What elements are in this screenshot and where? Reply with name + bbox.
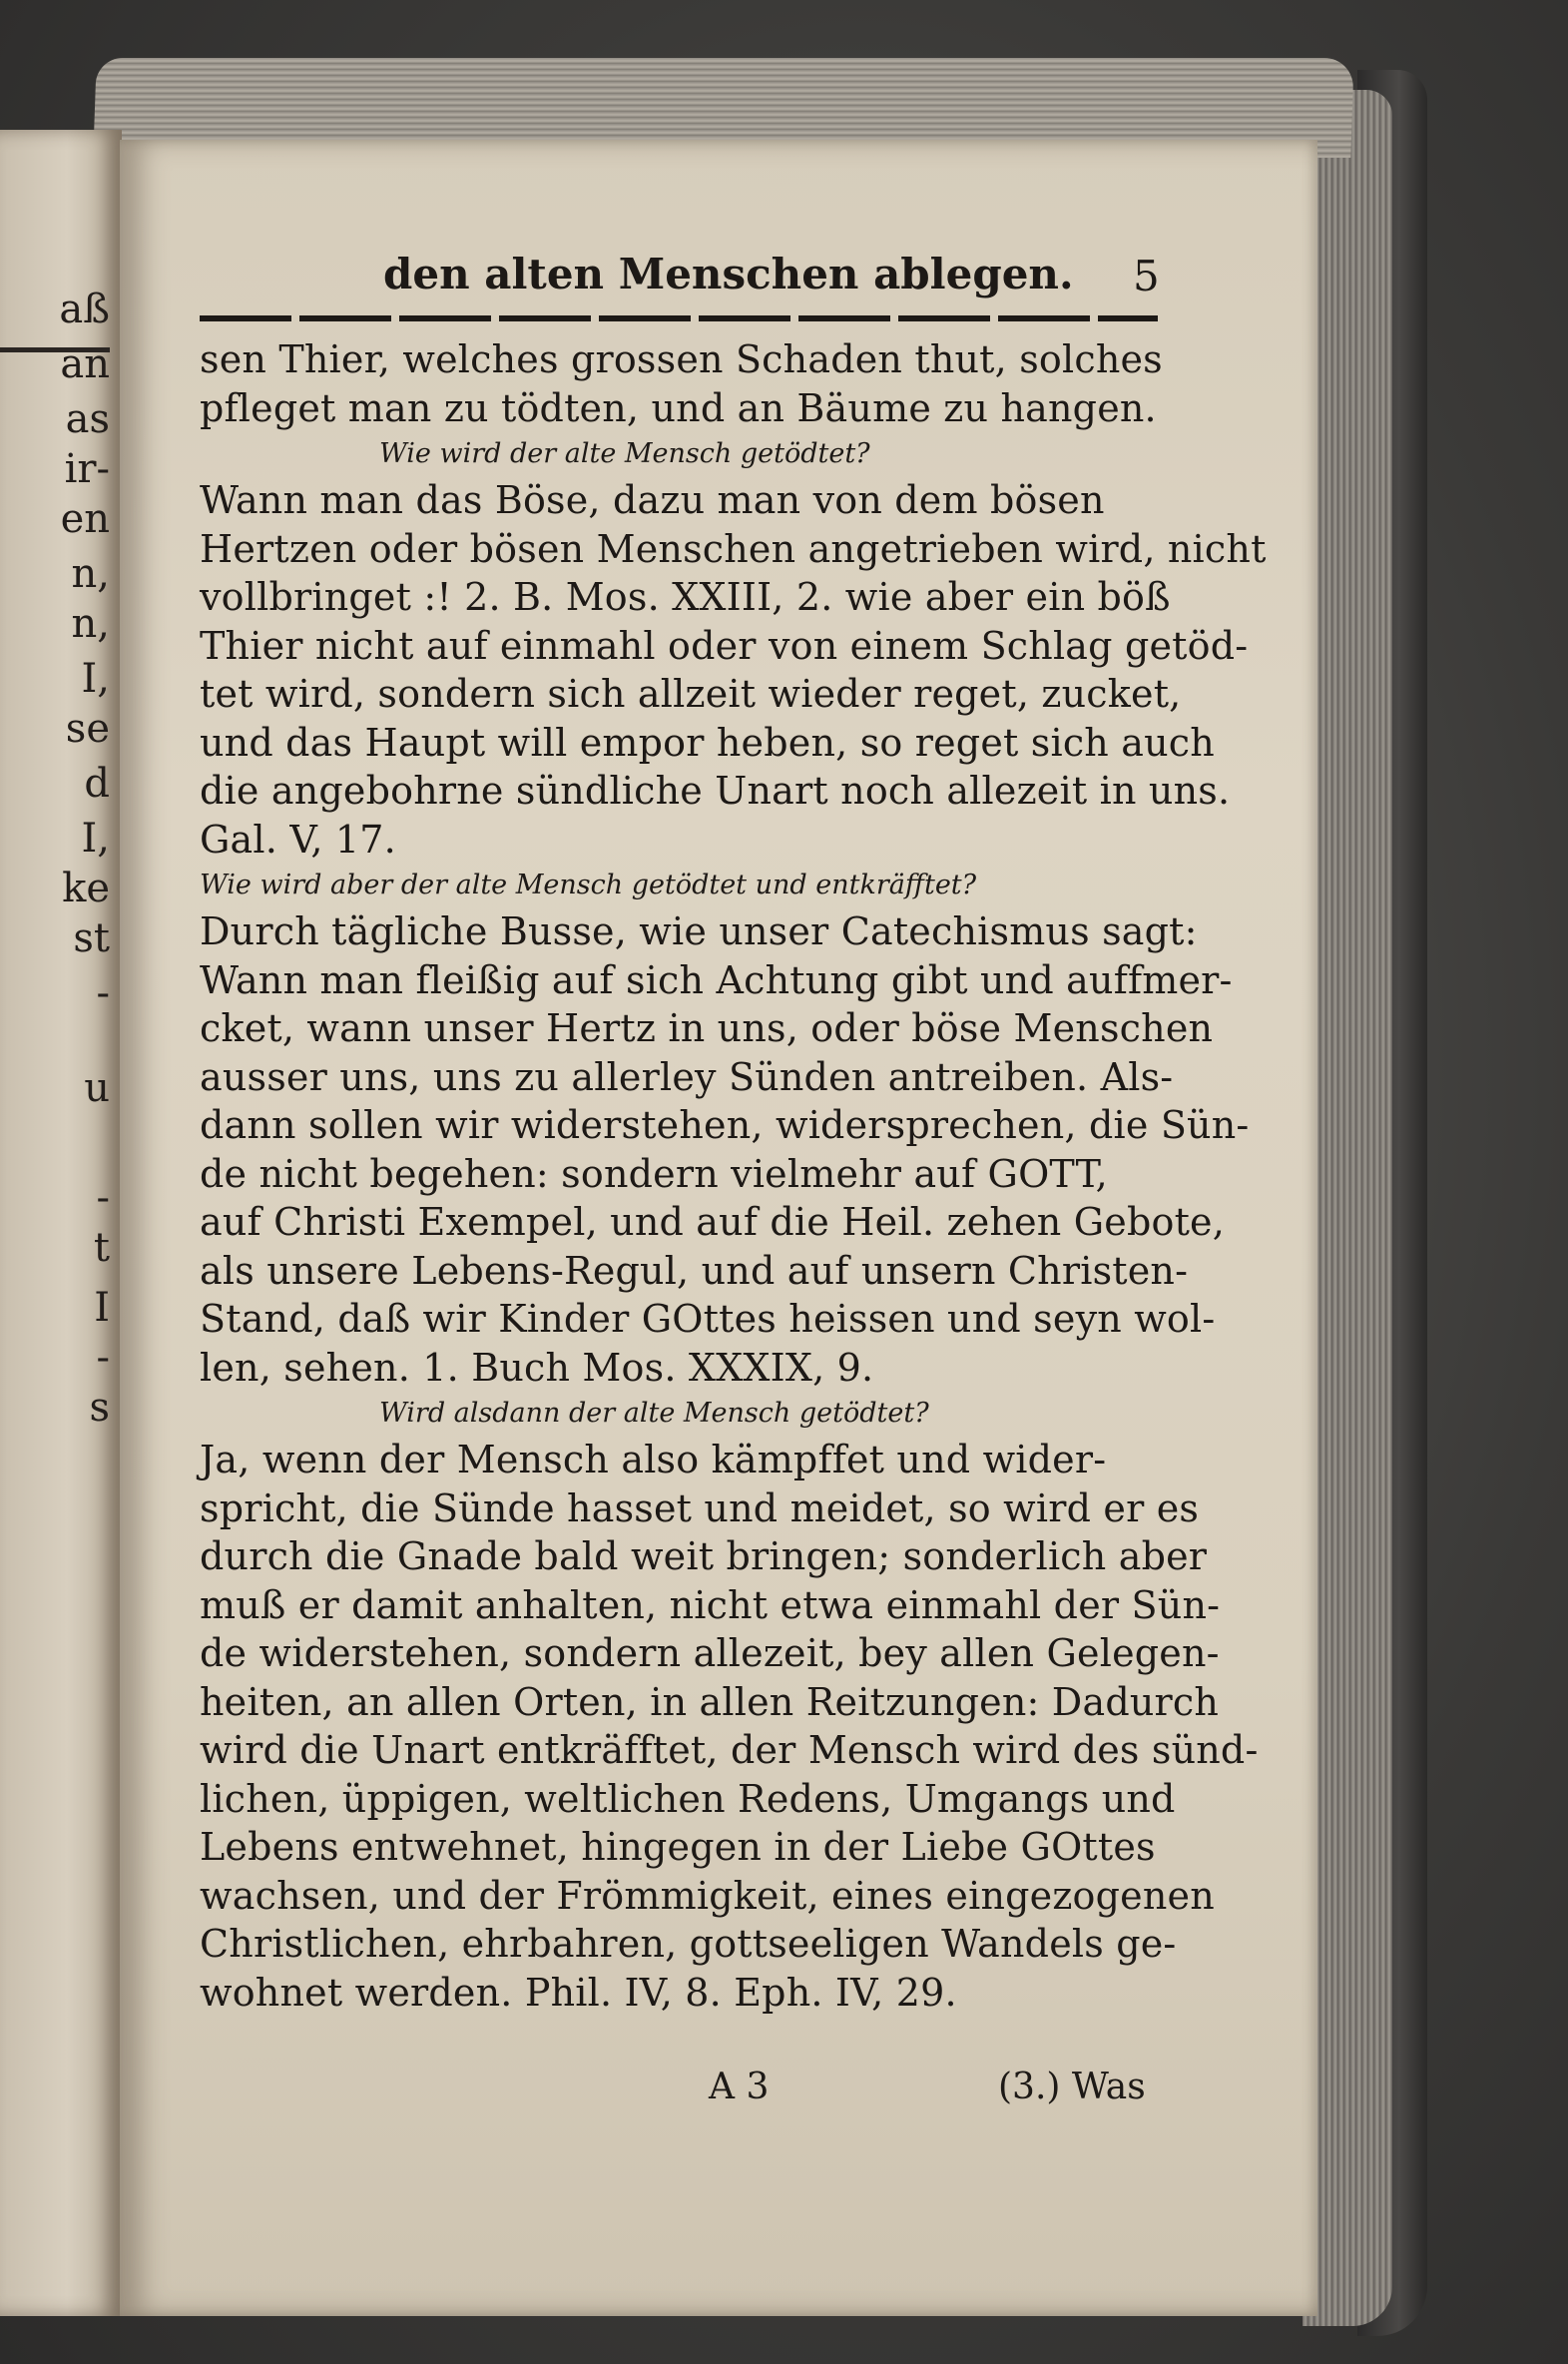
text-line: Wann man das Böse, dazu man von dem bösen [200,478,1105,522]
text-line: Hertzen oder bösen Menschen angetrieben wird, nicht [200,526,1267,571]
header-rule [200,315,1158,321]
previous-page-fragment: ir- [64,446,110,492]
previous-page-fragment: - [96,1175,110,1221]
text-line: Lebens entwehnet, hingegen in der Liebe GOttes [200,1825,1156,1869]
text-line: Thier nicht auf einmahl oder von einem Schlag getöd- [200,623,1249,668]
text-line: wird die Unart entkräfftet, der Mensch wird des sünd- [200,1728,1259,1772]
previous-page-fragment: s [89,1385,110,1431]
text-line: de nicht begehen: sondern vielmehr auf GOTT, [200,1151,1108,1196]
text-line: cket, wann unser Hertz in uns, oder böse Menschen [200,1006,1214,1050]
text-line: lichen, üppigen, weltlichen Redens, Umgangs und [200,1776,1176,1821]
catchword: (3.) Was [998,2067,1146,2107]
text-line: Ja, wenn der Mensch also kämpffet und wider- [200,1438,1107,1481]
text-line: heiten, an allen Orten, in allen Reitzungen: Dadurch [200,1679,1220,1724]
previous-page-fragment: st [73,915,110,961]
text-line: spricht, die Sünde hasset und meidet, so wird er es [200,1485,1200,1530]
question-heading: Wird alsdann der alte Mensch getödtet? [379,1398,929,1429]
text-line: Wann man fleißig auf sich Achtung gibt und auffmer- [200,957,1233,1002]
text-line: wachsen, und der Frömmigkeit, eines eingezogenen [200,1873,1215,1918]
previous-page-fragment: - [96,970,110,1016]
text-line: auf Christi Exempel, und auf die Heil. zehen Gebote, [200,1200,1226,1244]
running-title: den alten Menschen ablegen. [383,250,1074,298]
previous-page-fragment: I [94,1285,110,1331]
text-line: pfleget man zu tödten, und an Bäume zu hangen. [200,385,1157,430]
text-line: tet wird, sondern sich allzeit wieder reget, zucket, [200,672,1182,716]
text-line: Stand, daß wir Kinder GOttes heissen und seyn wol- [200,1297,1216,1341]
previous-page-strip [0,130,122,2316]
text-line: vollbringet :! 2. B. Mos. XXIII, 2. wie aber ein böß [200,575,1171,619]
previous-page-fragment: ke [62,866,110,911]
signature-mark: A 3 [709,2067,770,2107]
text-line: len, sehen. 1. Buch Mos. XXXIX, 9. [200,1345,874,1390]
previous-page-fragment: n, [71,551,110,597]
text-line: die angebohrne sündliche Unart noch allezeit in uns. [200,769,1231,813]
previous-page-fragment: en [60,496,110,542]
text-line: de widerstehen, sondern allezeit, bey allen Gelegen- [200,1631,1220,1675]
text-line: sen Thier, welches grossen Schaden thut, solches [200,337,1163,381]
page-footer [200,2067,1178,2116]
text-line: muß er damit anhalten, nicht etwa einmahl der Sün- [200,1582,1221,1627]
previous-page-fragment: d [84,761,110,807]
page-header [200,250,1158,315]
text-line: und das Haupt will empor heben, so reget sich auch [200,720,1215,765]
previous-page-fragment: I, [81,816,110,862]
text-line: wohnet werden. Phil. IV, 8. Eph. IV, 29. [200,1970,957,2015]
previous-page-fragment: I, [81,656,110,702]
previous-page-fragment: aß [59,287,110,332]
previous-page-fragment: as [65,396,110,442]
text-line: ausser uns, uns zu allerley Sünden antreiben. Als- [200,1054,1174,1099]
text-line: als unsere Lebens-Regul, und auf unsern Christen- [200,1248,1189,1293]
previous-page-fragment: se [65,706,110,752]
text-line: Durch tägliche Busse, wie unser Catechismus sagt: [200,909,1198,953]
previous-page-fragment: an [60,341,110,387]
text-line: dann sollen wir widerstehen, widersprechen, die Sün- [200,1103,1250,1147]
text-line: Christlichen, ehrbahren, gottseeligen Wandels ge- [200,1922,1177,1966]
previous-page-fragment: u [84,1065,110,1111]
previous-page-fragment: - [96,1335,110,1381]
page-body [200,335,1267,2017]
text-line: Gal. V, 17. [200,817,396,862]
question-heading: Wie wird der alte Mensch getödtet? [379,438,870,469]
question-heading: Wie wird aber der alte Mensch getödtet und entkräfftet? [200,870,977,900]
previous-page-fragment: t [93,1225,110,1271]
previous-page-fragment: n, [71,601,110,647]
page-number: 5 [1133,252,1160,300]
text-line: durch die Gnade bald weit bringen; sonderlich aber [200,1534,1208,1578]
